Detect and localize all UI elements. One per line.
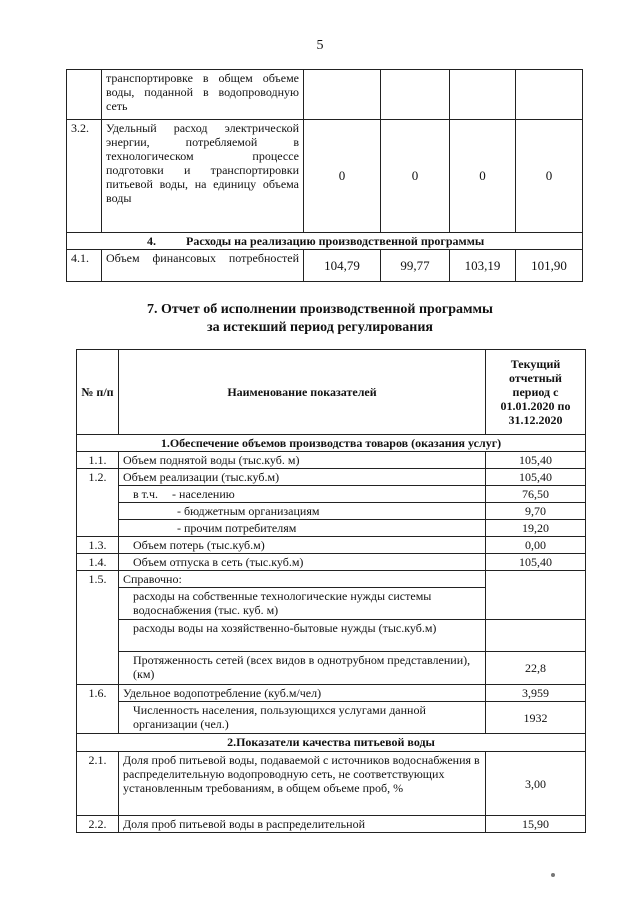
- table-row: [77, 503, 586, 520]
- value-cell: 99,77: [381, 250, 450, 282]
- row-value: [486, 588, 586, 620]
- row-number: 4.1.: [67, 250, 102, 282]
- row-value: 15,90: [486, 816, 586, 833]
- table-row: [77, 554, 586, 571]
- section-row: [77, 734, 586, 752]
- table-row: [67, 250, 583, 282]
- row-name: Объем отпуска в сеть (тыс.куб.м): [119, 554, 486, 571]
- row-value: [486, 571, 586, 588]
- value-cell: 101,90: [516, 250, 583, 282]
- row-number: 1.6.: [77, 685, 119, 734]
- row-name: Объем реализации (тыс.куб.м): [119, 469, 486, 486]
- row-value: 105,40: [486, 554, 586, 571]
- table-row: [77, 537, 586, 554]
- row-name: Объем финансовых потребностей: [102, 250, 304, 282]
- section-title: Расходы на реализацию производственной программы: [186, 234, 485, 248]
- table-row: [77, 486, 586, 503]
- row-number: 2.2.: [77, 816, 119, 833]
- row-value: 3,959: [486, 685, 586, 702]
- row-number: 1.4.: [77, 554, 119, 571]
- row-value: 9,70: [486, 503, 586, 520]
- row-name: [119, 486, 486, 503]
- section-title: 1.Обеспечение объемов производства товаров (оказания услуг): [77, 435, 586, 452]
- top-table: [66, 69, 583, 282]
- row-number: 3.2.: [67, 120, 102, 233]
- row-number: 2.1.: [77, 752, 119, 816]
- row-label: - населению: [172, 487, 235, 501]
- row-value: 1932: [486, 702, 586, 734]
- report-table: [76, 349, 586, 833]
- row-name: Доля проб питьевой воды, подаваемой с источников водоснабжения в распределительную водопроводную сеть, не соответствующих установленным требованиям, в общем объеме проб, %: [119, 752, 486, 816]
- row-value: 3,00: [486, 752, 586, 816]
- value-cell: 0: [450, 120, 516, 233]
- row-name: Доля проб питьевой воды в распределительной: [119, 816, 486, 833]
- row-name: Справочно:: [119, 571, 486, 588]
- value-cell: 0: [381, 120, 450, 233]
- section-number: 4.: [147, 234, 156, 248]
- table-row: [77, 816, 586, 833]
- table-row: [77, 685, 586, 702]
- header-period: Текущий отчетный период с 01.01.2020 по 31.12.2020: [486, 350, 586, 435]
- row-value: 0,00: [486, 537, 586, 554]
- row-number: 1.1.: [77, 452, 119, 469]
- row-value: 19,20: [486, 520, 586, 537]
- row-number: 1.2.: [77, 469, 119, 537]
- scan-artifact: [551, 873, 555, 877]
- row-name: Удельный расход электрической энергии, потребляемой в технологическом процессе подготовки и транспортировки питьевой воды, на единицу объема воды: [102, 120, 304, 233]
- page-number: 5: [316, 38, 324, 53]
- row-number: 1.3.: [77, 537, 119, 554]
- value-cell: 0: [304, 120, 381, 233]
- row-name: Удельное водопотребление (куб.м/чел): [119, 685, 486, 702]
- row-value: 105,40: [486, 469, 586, 486]
- section-title: 2.Показатели качества питьевой воды: [77, 734, 586, 752]
- row-name: расходы воды на хозяйственно-бытовые нужды (тыс.куб.м): [119, 620, 486, 652]
- value-cell: 104,79: [304, 250, 381, 282]
- row-number: [67, 70, 102, 120]
- table-row: [67, 70, 583, 120]
- table-row: [77, 520, 586, 537]
- row-name: Численность населения, пользующихся услугами данной организации (чел.): [119, 702, 486, 734]
- table-row: [77, 469, 586, 486]
- header-name: Наименование показателей: [119, 350, 486, 435]
- table-row: [77, 752, 586, 816]
- row-value: 105,40: [486, 452, 586, 469]
- section-heading: 7. Отчет об исполнении производственной программы: [146, 302, 493, 317]
- value-cell: [516, 70, 583, 120]
- section-row: [77, 435, 586, 452]
- row-name: Объем поднятой воды (тыс.куб. м): [119, 452, 486, 469]
- row-name: расходы на собственные технологические нужды системы водоснабжения (тыс. куб. м): [119, 588, 486, 620]
- value-cell: [304, 70, 381, 120]
- row-name: - бюджетным организациям: [119, 503, 486, 520]
- value-cell: 0: [516, 120, 583, 233]
- header-num: № п/п: [77, 350, 119, 435]
- header-row: [77, 350, 586, 435]
- row-number: 1.5.: [77, 571, 119, 685]
- value-cell: [381, 70, 450, 120]
- row-value: [486, 620, 586, 652]
- value-cell: 103,19: [450, 250, 516, 282]
- section-row: [67, 233, 583, 250]
- table-row: [77, 571, 586, 588]
- row-value: 76,50: [486, 486, 586, 503]
- row-value: 22,8: [486, 652, 586, 685]
- row-name: транспортировке в общем объеме воды, поданной в водопроводную сеть: [102, 70, 304, 120]
- row-prefix: в т.ч.: [133, 487, 159, 501]
- row-name: Объем потерь (тыс.куб.м): [119, 537, 486, 554]
- table-row: [77, 620, 586, 652]
- table-row: [67, 120, 583, 233]
- table-row: [77, 452, 586, 469]
- section-subheading: за истекший период регулирования: [207, 320, 433, 335]
- row-name: Протяженность сетей (всех видов в однотрубном представлении), (км): [119, 652, 486, 685]
- value-cell: [450, 70, 516, 120]
- table-row: [77, 588, 586, 620]
- row-name: - прочим потребителям: [119, 520, 486, 537]
- table-row: [77, 702, 586, 734]
- table-row: [77, 652, 586, 685]
